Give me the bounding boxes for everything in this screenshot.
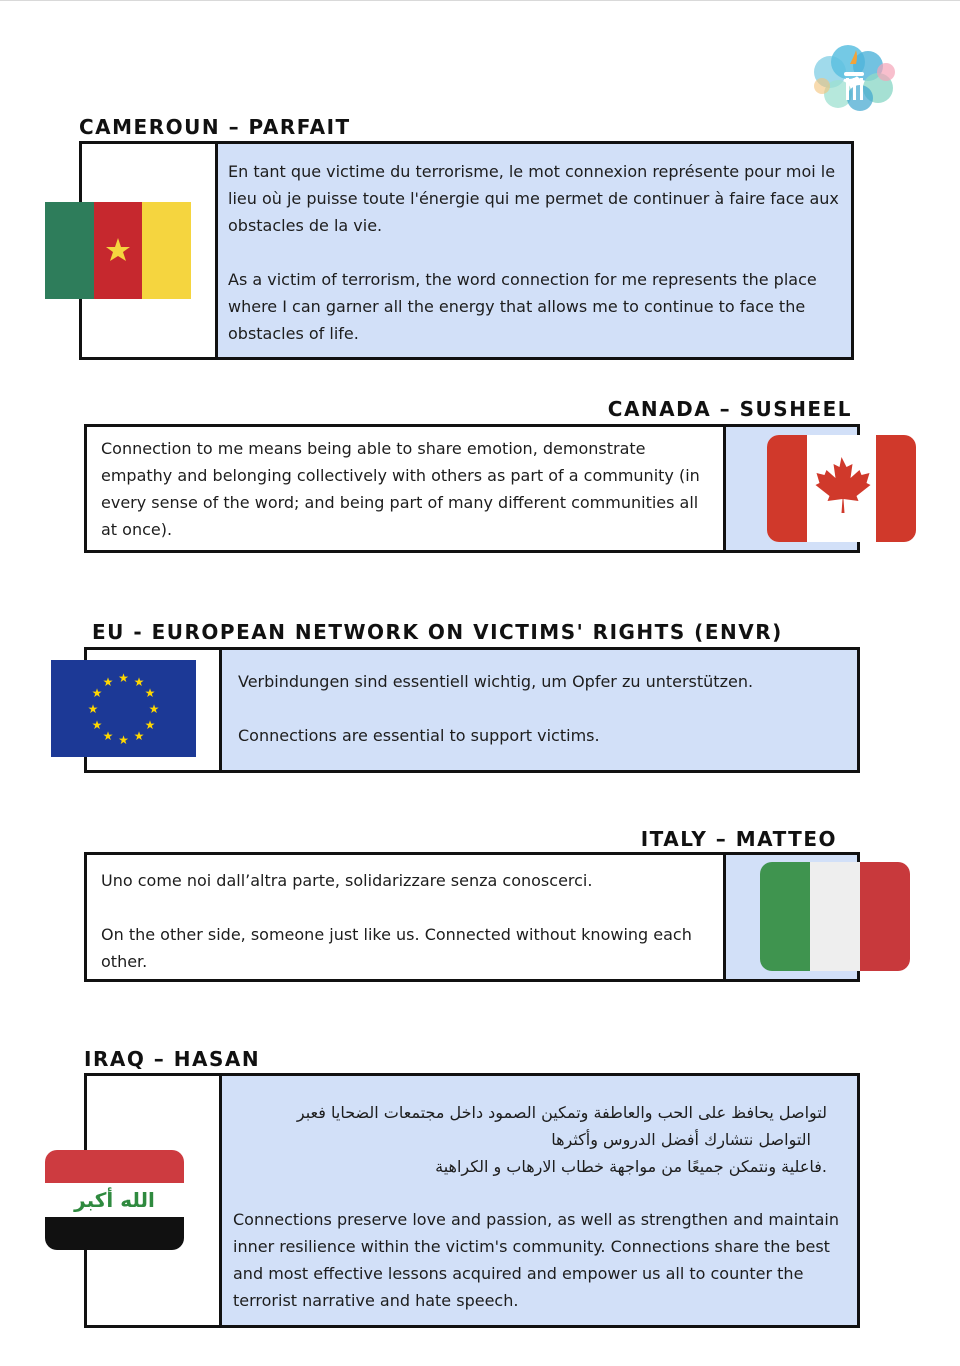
flag-inscription: الله أكبر [74, 1188, 155, 1212]
testimony-ar-line2: التواصل نتشارك أفضل الدروس وأكثرها [551, 1130, 811, 1149]
section-title-eu: EU - EUROPEAN NETWORK ON VICTIMS' RIGHTS (ENVR) [92, 620, 783, 644]
svg-text:★: ★ [148, 702, 160, 716]
top-rule [0, 0, 960, 1]
testimony-en: On the other side, someone just like us. Connected without knowing each other. [101, 925, 692, 971]
testimony-box-canada [84, 424, 860, 553]
iraq-flag-icon [45, 1150, 184, 1250]
section-title-cameroun: CAMEROUN – PARFAIT [79, 115, 351, 139]
testimony-ar-line1: لتواصل يحافظ على الحب والعاطفة وتمكين الصمود داخل مجتمعات الضحايا فعبر [296, 1103, 827, 1122]
testimony-fr: En tant que victime du terrorisme, le mot connexion représente pour moi le lieu où je puisse toute l'énergie qui me permet de continuer à faire face aux obstacles de la vie. [228, 162, 839, 235]
canada-flag-icon [767, 435, 916, 542]
svg-text:★: ★ [133, 675, 145, 689]
cameroon-flag-icon [45, 202, 191, 299]
section-title-iraq: IRAQ – HASAN [84, 1047, 261, 1071]
testimony-en: Connections are essential to support victims. [238, 726, 600, 745]
testimony-box-iraq [84, 1073, 860, 1328]
svg-text:★: ★ [118, 733, 129, 747]
section-title-canada: CANADA – SUSHEEL [607, 397, 852, 421]
testimony-text-eu [238, 668, 838, 749]
svg-text:★: ★ [102, 729, 114, 743]
testimony-text-iraq-ar [235, 1099, 827, 1180]
testimony-text-italy [101, 867, 705, 975]
svg-text:★: ★ [91, 686, 103, 700]
testimony-text-iraq-en [233, 1206, 843, 1314]
testimony-box-eu [84, 647, 860, 773]
svg-text:★: ★ [87, 702, 99, 716]
testimony-de: Verbindungen sind essentiell wichtig, um Opfer zu unterstützen. [238, 672, 754, 691]
network-logo-icon [808, 42, 900, 118]
svg-text:★: ★ [118, 671, 129, 685]
testimony-ar-line3: .فاعلية ونتمكن جميعًا من مواجهة خطاب الارهاب و الكراهية [435, 1157, 827, 1176]
testimony-box-cameroun [79, 141, 854, 360]
testimony-text-canada [101, 435, 705, 543]
svg-text:★: ★ [144, 718, 156, 732]
svg-text:★: ★ [91, 718, 103, 732]
testimony-text-cameroun [228, 158, 840, 347]
italy-flag-icon [760, 862, 910, 971]
svg-text:★: ★ [102, 675, 114, 689]
testimony-en: Connection to me means being able to share emotion, demonstrate empathy and belonging collectively with others as part of a community (in every sense of the word; and being part of many different communities all at once). [101, 439, 700, 539]
testimony-en: As a victim of terrorism, the word connection for me represents the place where I can garner all the energy that allows me to continue to face the obstacles of life. [228, 270, 817, 343]
svg-text:★: ★ [133, 729, 145, 743]
testimony-it: Uno come noi dall’altra parte, solidarizzare senza conoscerci. [101, 871, 593, 890]
testimony-en: Connections preserve love and passion, as well as strengthen and maintain inner resilience within the victim's community. Connections share the best and most effective lessons acquired and empower us all to counter the terrorist narrative and hate speech. [233, 1210, 839, 1310]
svg-text:★: ★ [144, 686, 156, 700]
section-title-italy: ITALY – MATTEO [640, 827, 837, 851]
testimony-box-italy [84, 852, 860, 982]
eu-flag-icon [51, 660, 196, 757]
